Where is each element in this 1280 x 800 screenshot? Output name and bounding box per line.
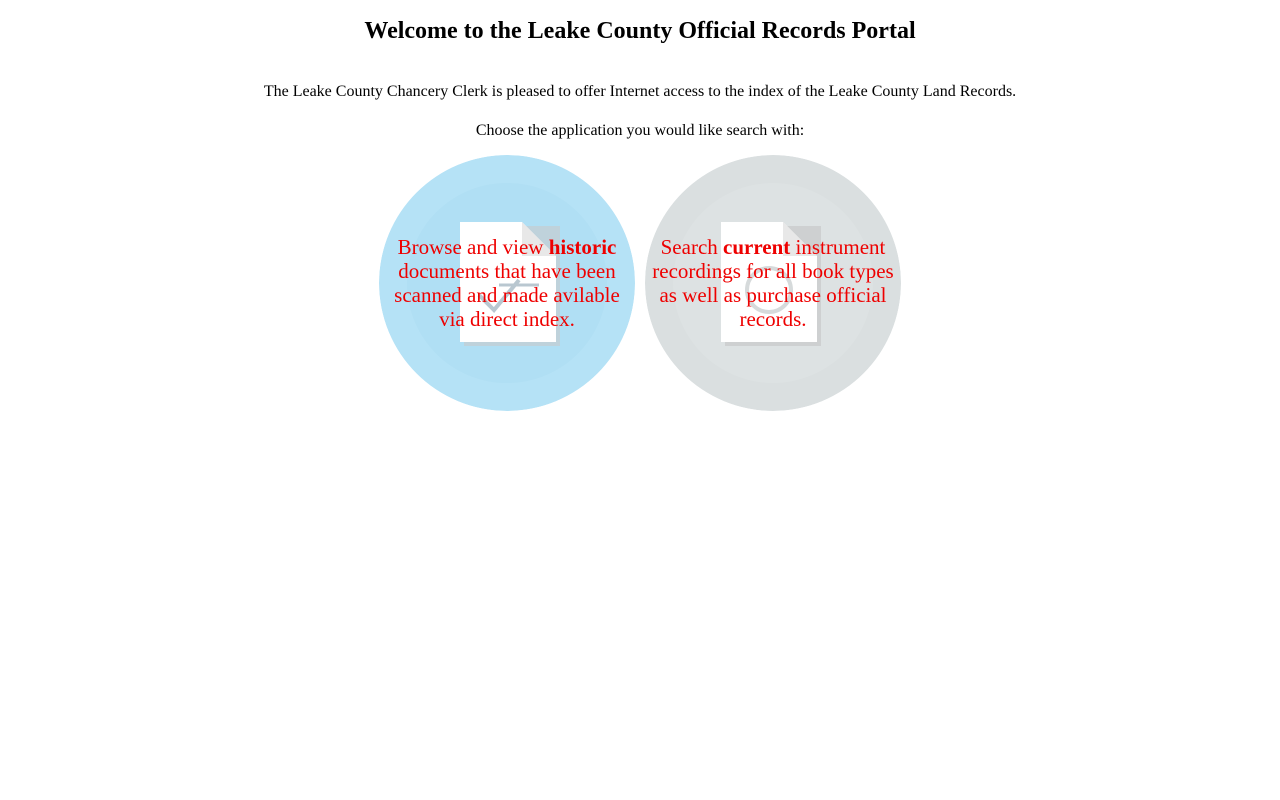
- intro-text: The Leake County Chancery Clerk is pleased to offer Internet access to the index of the Leake County Land Records.: [263, 83, 1017, 100]
- historic-records-link[interactable]: [379, 155, 635, 411]
- page-title: Welcome to the Leake County Official Records Portal: [364, 18, 916, 44]
- current-records-link[interactable]: [645, 155, 901, 411]
- current-highlight: current: [723, 235, 791, 259]
- historic-highlight: historic: [548, 235, 617, 259]
- choose-application-prompt: Choose the application you would like search with:: [475, 122, 805, 139]
- historic-records-description: Browse and view historic documents that have been scanned and made avilable via direct index.: [394, 235, 620, 331]
- current-records-description: Search current instrument recordings for all book types as well as purchase official records.: [652, 235, 894, 331]
